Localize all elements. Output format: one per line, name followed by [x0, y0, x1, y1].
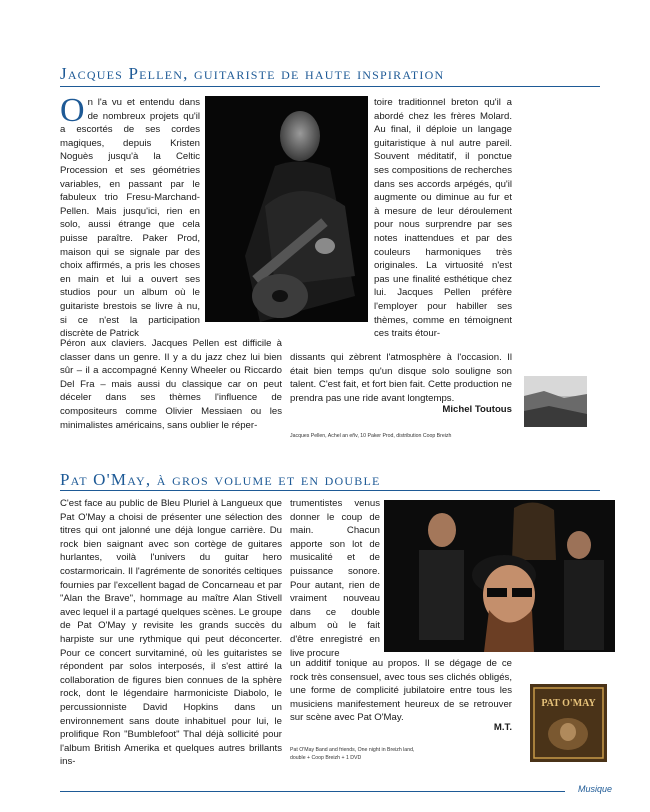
- omay-col2-top: trumentistes venus donner le coup de main. Chacun apporte son lot de musicalité et de puissance sonore. Pour autant, rien de vraiment nouveau dans ce double album où le fait d'être enregistré en live procure: [290, 498, 380, 659]
- landscape-image: [524, 376, 587, 427]
- footer-rule: [60, 791, 565, 792]
- omay-album-cover: [530, 684, 607, 762]
- pellen-photo: [205, 96, 368, 322]
- omay-caption-line2: double + Coop Breizh + 1 DVD: [290, 755, 362, 761]
- pellen-col2-top: toire traditionnel breton qu'il a abordé chez les frères Molard. Au final, il déploie un langage guitaristique à nul autre pareil. Souvent méditatif, il ponctue ses compositions de recherches dans ses accords arpégés, qu'il augmente ou diminue au fur et à mesure de leur déroulement pour nous surprendre par ses notes inattendues et par des couleurs harmoniques très originales. La virtuosité n'est pas une finalité esthétique chez lui. Jacques Pellen préfère l'employer pour habiller ses thèmes, comme en témoignent ces traits étour-: [374, 97, 512, 340]
- pellen-album-cover: [524, 376, 587, 427]
- omay-caption: [290, 746, 490, 762]
- band-image: [384, 500, 615, 652]
- drop-cap: O: [60, 92, 85, 129]
- pellen-signature: Michel Toutous: [442, 404, 512, 415]
- pellen-col2-bottom: dissants qui zèbrent l'atmosphère à l'occasion. Il était bien temps qu'un disque solo souligne son talent. C'est fait, et fort bien fait. Cette production ne prendra pas une ride avant longtemps.: [290, 352, 512, 404]
- article-title-pellen: Jacques Pellen, guitariste de haute inspiration: [60, 64, 445, 83]
- omay-caption-line1: Pat O'May Band and friends, One night in Breizh land,: [290, 747, 415, 753]
- pellen-caption: Jacques Pellen, Achel an eñv, 10 Paker Prod, distribution Coop Breizh: [290, 433, 452, 439]
- pellen-col1-top: [60, 92, 200, 341]
- article-title-omay: Pat O'May, à gros volume et en double: [60, 470, 381, 489]
- pellen-col1-text: n l'a vu et entendu dans de nombreux projets qu'il a escortés de ses cordes magiques, depuis Kristen Noguès jusqu'à la Celtic Procession et ses géométries variables, en passant par le fabuleux trio Fresu-Marchand-Pellen. Mais jusqu'ici, rien en solo, aussi étrange que cela puisse paraître. Paker Prod, maison qui se signale par des choix affirmés, a pris les choses en main et lui a ouvert ses studios pour un album où le guitariste brestois se livre à nu, si ce n'est la participation discrète de Patrick: [60, 97, 200, 340]
- band-photo: [384, 500, 615, 652]
- omay-col2-bottom: un additif tonique au propos. Il se dégage de ce rock très consensuel, avec tous ses clichés obligés, une forme de complicité jubilatoire entre tous les musiciens manifestement heureux de se retrouver sur scène avec Pat O'May.: [290, 658, 512, 724]
- album-cover-title: PAT O'MAY: [541, 698, 596, 709]
- title-rule: [60, 86, 600, 87]
- footer-section-label: Musique: [578, 784, 613, 794]
- pellen-col1-bottom: Péron aux claviers. Jacques Pellen est difficile à classer dans un genre. Il y a du jazz chez lui bien sûr – il a accompagné Kenny Wheeler ou Riccardo Del Fra – mais aussi du classique car on peut déceler dans ses thèmes l'influence de compositeurs comme Olivier Messiaen ou les minimalistes américains, sans oublier le réper-: [60, 338, 282, 431]
- album-cover-image: [530, 684, 607, 762]
- omay-col1: C'est face au public de Bleu Pluriel à Langueux que Pat O'May a choisi de présenter une sélection des titres qui ont jalonné une déjà longue carrière. Du rock bien saignant avec son cortège de guitares hurlantes, voilà l'univers du guitar hero costarmoricain. Il l'agrémente de sonorités celtiques fournies par l'excellent bagad de Concarneau et par "Alan the Brave", hommage au maître Alan Stivell avec lequel il a partagé quelques scènes. Le groupe de Pat O'May y revisite les grands succès du harpiste sur une rythmique qui peut déconcerter. Pour ce concert survitaminé, où les guitaristes se répondent par solos interposés, il s'est attiré la collaboration de figures bien connues de la sphère rock, dont le légendaire harmoniciste Diabolo, le percussionniste David Hopkins dans un environnement sans doute inhabituel pour lui, le prolifique Ron "Bumblefoot" Thal déjà sollicité pour l'album British Amerika et quelques autres brillants ins-: [60, 498, 282, 768]
- title-rule-2: [60, 490, 600, 491]
- guitarist-image: [205, 96, 368, 322]
- omay-signature: M.T.: [493, 722, 512, 733]
